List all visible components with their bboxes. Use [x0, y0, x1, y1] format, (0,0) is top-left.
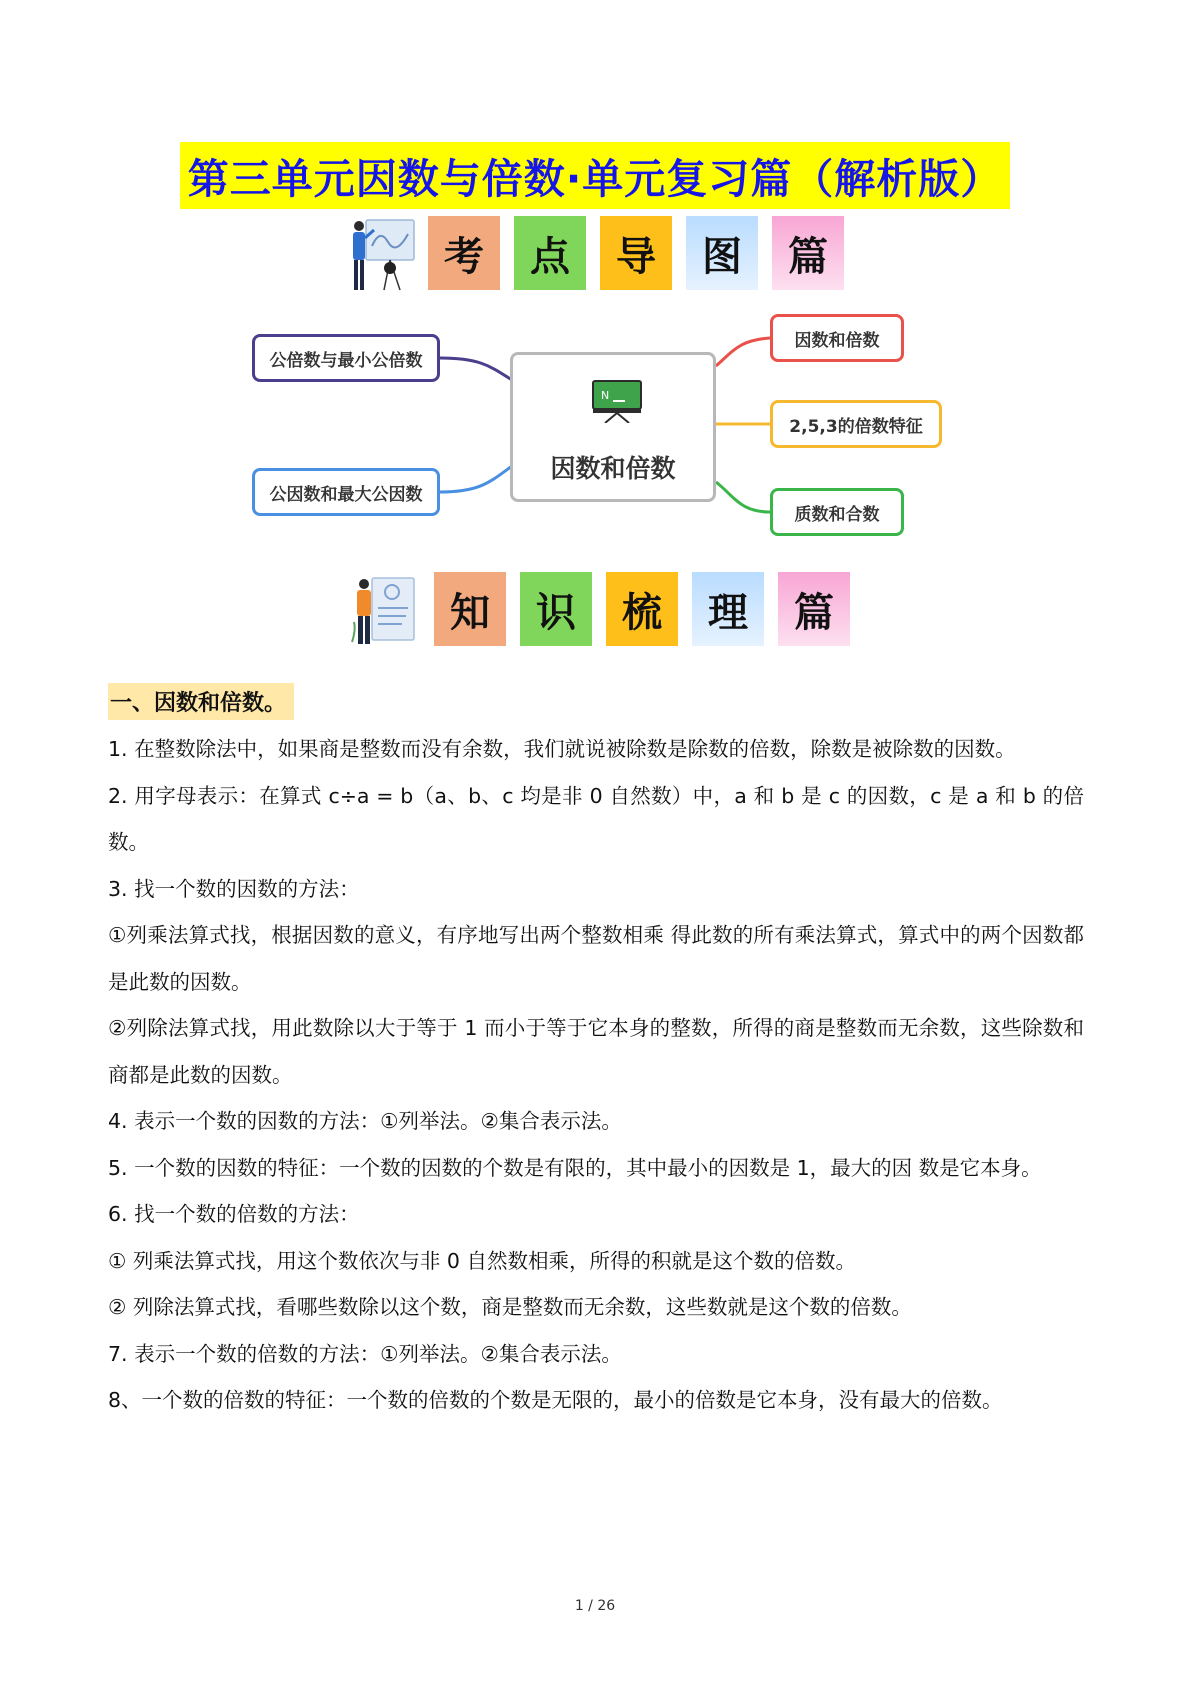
section-heading: 一、因数和倍数。	[108, 683, 294, 720]
node-prime: 质数和合数	[770, 488, 904, 536]
node-gcd: 公因数和最大公因数	[252, 468, 440, 516]
banner-tile: 知	[434, 572, 506, 646]
paragraph: ① 列乘法算式找，用这个数依次与非 0 自然数相乘，所得的积就是这个数的倍数。	[108, 1248, 856, 1273]
paragraph: ②列除法算式找，用此数除以大于等于 1 而小于等于它本身的整数，所得的商是整数而无余数，这些除数和商都是此数的因数。	[108, 1016, 1084, 1087]
node-feature: 2,5,3的倍数特征	[770, 400, 942, 448]
banner-tile: 识	[520, 572, 592, 646]
banner-exam-map	[348, 216, 848, 292]
paragraph: 7. 表示一个数的倍数的方法：①列举法。②集合表示法。	[108, 1341, 622, 1366]
banner-tile: 理	[692, 572, 764, 646]
banner-tile: 梳	[606, 572, 678, 646]
banner-tile: 考	[428, 216, 500, 290]
connector-lcm	[440, 358, 512, 380]
blackboard-icon	[591, 379, 643, 423]
svg-text:N: N	[601, 389, 610, 402]
page-title: 第三单元因数与倍数·单元复习篇（解析版）	[180, 142, 1011, 209]
connector-prime	[716, 482, 770, 512]
paragraph: ①列乘法算式找，根据因数的意义，有序地写出两个整数相乘 得此数的所有乘法算式，算式中的两个因数都是此数的因数。	[108, 923, 1084, 994]
paragraph: 2. 用字母表示：在算式 c÷a = b（a、b、c 均是非 0 自然数）中，a 和 b 是 c 的因数，c 是 a 和 b 的倍数。	[108, 783, 1084, 854]
banner-tile: 点	[514, 216, 586, 290]
paragraph: 8、一个数的倍数的特征：一个数的倍数的个数是无限的，最小的倍数是它本身，没有最大的倍数。	[108, 1388, 1003, 1412]
paragraph: 4. 表示一个数的因数的方法：①列举法。②集合表示法。	[108, 1109, 622, 1133]
banner-tile: 图	[686, 216, 758, 290]
banner-tile: 篇	[772, 216, 844, 290]
paragraph: 5. 一个数的因数的特征：一个数的因数的个数是有限的，其中最小的因数是 1，最大的因 数是它本身。	[108, 1155, 1042, 1180]
presenter-chart-icon	[348, 216, 418, 292]
paragraph: 1. 在整数除法中，如果商是整数而没有余数，我们就说被除数是除数的倍数，除数是被除数的因数。	[108, 737, 1016, 761]
connector-gcd	[440, 466, 512, 492]
node-lcm: 公倍数与最小公倍数	[252, 334, 440, 382]
paragraph: ② 列除法算式找，看哪些数除以这个数，商是整数而无余数，这些数就是这个数的倍数。	[108, 1295, 912, 1319]
section-body	[108, 726, 1084, 1424]
presenter-board-icon	[348, 572, 418, 648]
node-factor: 因数和倍数	[770, 314, 904, 362]
node-center	[510, 352, 716, 502]
paragraph: 6. 找一个数的倍数的方法：	[108, 1202, 360, 1226]
banner-tile: 篇	[778, 572, 850, 646]
paragraph: 3. 找一个数的因数的方法：	[108, 876, 360, 901]
banner-tile: 导	[600, 216, 672, 290]
title-wrapper	[0, 142, 1190, 209]
center-label: 因数和倍数	[550, 454, 676, 483]
page-number: 1 / 26	[574, 1598, 616, 1614]
mind-map	[240, 306, 960, 546]
banner-knowledge	[348, 572, 848, 648]
connector-factor	[716, 338, 770, 366]
